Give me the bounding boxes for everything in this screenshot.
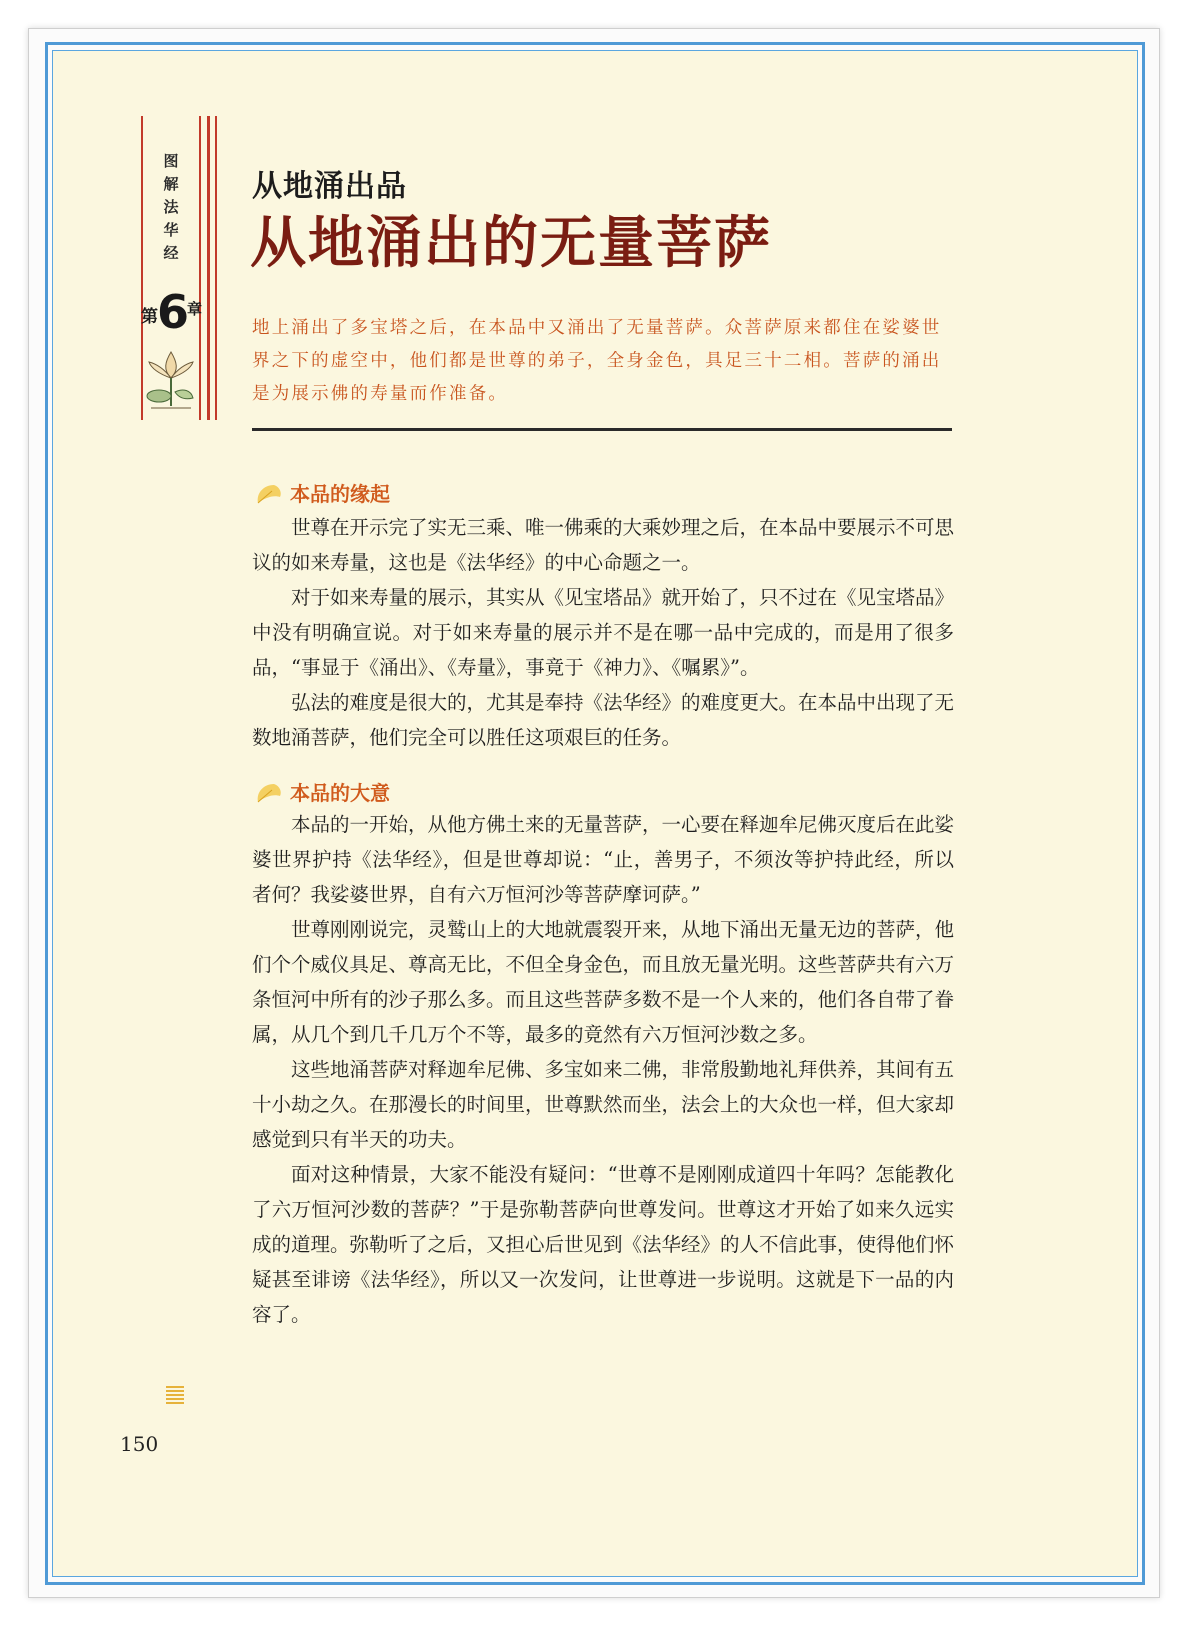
chapter-intro: 地上涌出了多宝塔之后，在本品中又涌出了无量菩萨。众菩萨原来都住在娑婆世界之下的虚空中，他们都是世尊的弟子，全身金色，具足三十二相。菩萨的涌出是为展示佛的寿量而作准备。 (252, 318, 942, 404)
tab-rule (215, 116, 217, 420)
book-title-char: 图 (163, 152, 179, 170)
section-body (252, 510, 954, 755)
paragraph: 面对这种情景，大家不能没有疑问：“世尊不是刚刚成道四十年吗？怎能教化了六万恒河沙数的菩萨？”于是弥勒菩萨向世尊发问。世尊这才开始了如来久远实成的道理。弥勒听了之后，又担心后世见到《法华经》的人不信此事，使得他们怀疑甚至诽谤《法华经》，所以又一次发问，让世尊进一步说明。这就是下一品的内容了。 (252, 1163, 955, 1326)
chapter-tab (141, 116, 217, 420)
chapter-prefix: 第 (141, 307, 158, 327)
book-title-char: 法 (163, 198, 179, 216)
chapter-number: 6 (157, 285, 190, 339)
book-title-vertical (153, 150, 189, 265)
ginkgo-leaf-icon (254, 483, 284, 505)
section-body (252, 807, 954, 1332)
chapter-label (141, 286, 201, 346)
section-heading-label: 本品的缘起 (290, 482, 390, 506)
book-title-char: 经 (163, 244, 179, 262)
ginkgo-leaf-icon (254, 782, 284, 804)
tab-rule (207, 116, 210, 420)
title-divider (252, 428, 952, 431)
chapter-suffix: 章 (187, 300, 203, 318)
tab-rule (199, 116, 201, 420)
book-title-char: 解 (163, 175, 179, 193)
chapter-subtitle: 从地涌出品 (252, 169, 407, 204)
decorative-square (166, 1384, 184, 1404)
section-heading (254, 478, 390, 507)
paragraph: 弘法的难度是很大的，尤其是奉持《法华经》的难度更大。在本品中出现了无数地涌菩萨，他们完全可以胜任这项艰巨的任务。 (252, 691, 955, 749)
paragraph: 对于如来寿量的展示，其实从《见宝塔品》就开始了，只不过在《见宝塔品》中没有明确宣说。对于如来寿量的展示并不是在哪一品中完成的，而是用了很多品，“事显于《涌出》、《寿量》，事竟于《神力》、《嘱累》”。 (252, 586, 955, 679)
page-title: 从地涌出的无量菩萨 (250, 210, 772, 276)
book-title-char: 华 (163, 221, 179, 239)
tab-rule (141, 116, 143, 420)
paragraph: 本品的一开始，从他方佛土来的无量菩萨，一心要在释迦牟尼佛灭度后在此娑婆世界护持《法华经》，但是世尊却说：“止，善男子，不须汝等护持此经，所以者何？我娑婆世界，自有六万恒河沙等菩萨摩诃萨。” (252, 813, 955, 906)
paragraph: 世尊刚刚说完，灵鹫山上的大地就震裂开来，从地下涌出无量无边的菩萨，他们个个威仪具足、尊高无比，不但全身金色，而且放无量光明。这些菩萨共有六万条恒河中所有的沙子那么多。而且这些菩萨多数不是一个人来的，他们各自带了眷属，从几个到几千几万个不等，最多的竟然有六万恒河沙数之多。 (252, 918, 955, 1046)
paragraph: 这些地涌菩萨对释迦牟尼佛、多宝如来二佛，非常殷勤地礼拜供养，其间有五十小劫之久。在那漫长的时间里，世尊默然而坐，法会上的大众也一样，但大家却感觉到只有半天的功夫。 (252, 1058, 955, 1151)
page-number: 150 (120, 1432, 159, 1456)
section-heading (254, 777, 390, 806)
lotus-icon (145, 348, 197, 412)
paragraph: 世尊在开示完了实无三乘、唯一佛乘的大乘妙理之后，在本品中要展示不可思议的如来寿量，这也是《法华经》的中心命题之一。 (252, 516, 955, 574)
section-heading-label: 本品的大意 (290, 781, 390, 805)
